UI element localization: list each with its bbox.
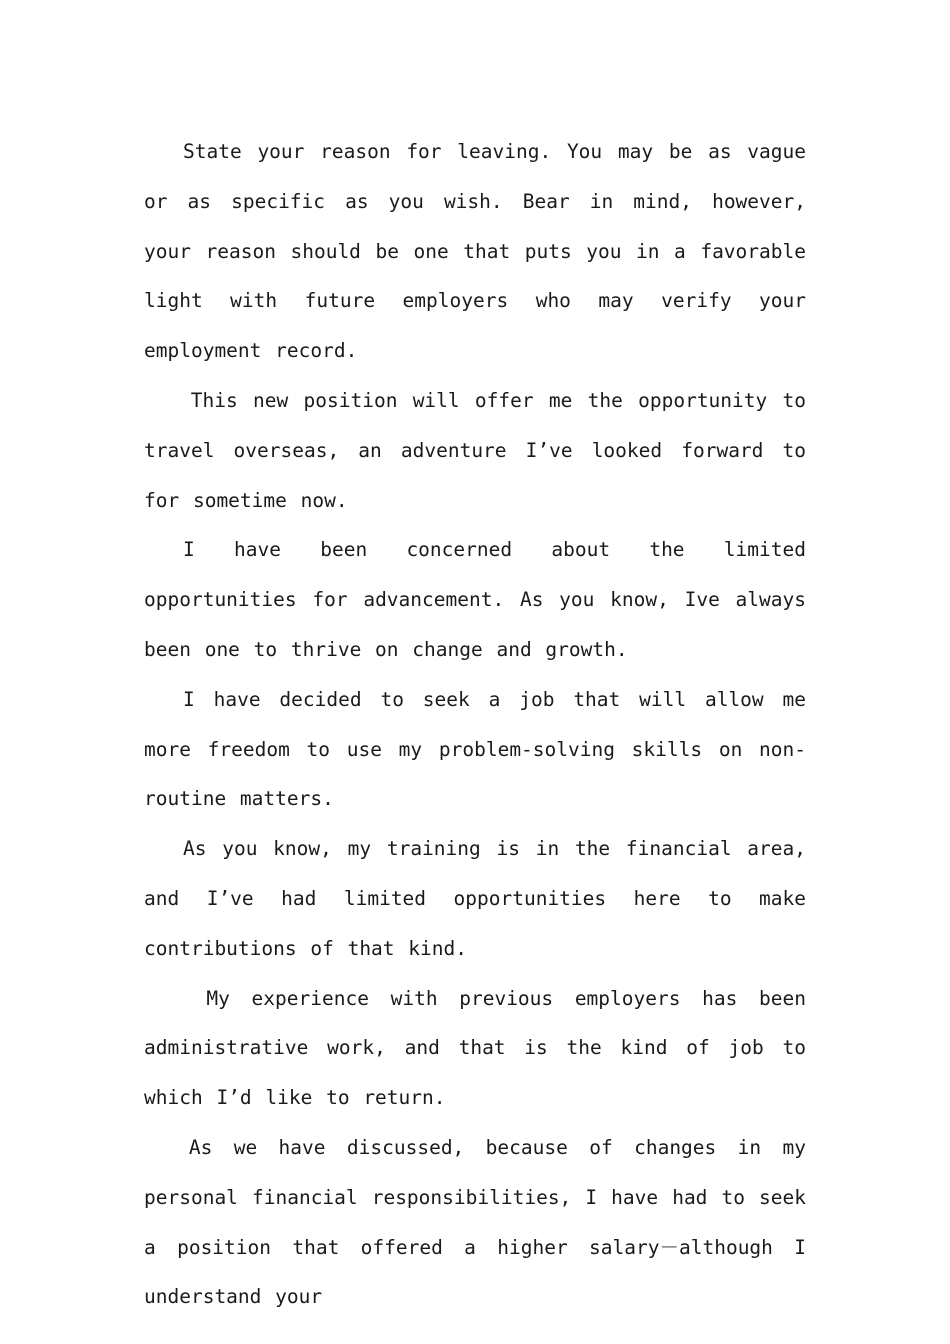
paragraph-limited-advancement: I have been concerned about the limited opportunities for advancement. As you know, Ive always been one to thrive on change and growth. (144, 538, 806, 661)
document-body (144, 127, 806, 1322)
paragraph-travel-overseas: This new position will offer me the opportunity to travel overseas, an adventure I’ve looked forward to for sometime now. (144, 388, 806, 512)
paragraph-higher-salary: As we have discussed, because of changes in my personal financial responsibilities, I have had to seek a position that offered a higher salary－although I understand your (144, 1135, 806, 1309)
paragraph-problem-solving: I have decided to seek a job that will allow me more freedom to use my problem-solving skills on non-routine matters. (144, 687, 806, 811)
paragraph-administrative-work: My experience with previous employers has been administrative work, and that is the kind of job to which I’d like to return. (144, 986, 806, 1110)
paragraph-reason-for-leaving: State your reason for leaving. You may be as vague or as specific as you wish. Bear in mind, however, your reason should be one that puts you in a favorable light with future employers who may verify your employment record. (144, 140, 806, 363)
paragraph-financial-training: As you know, my training is in the financial area, and I’ve had limited opportunities here to make contributions of that kind. (144, 837, 806, 960)
